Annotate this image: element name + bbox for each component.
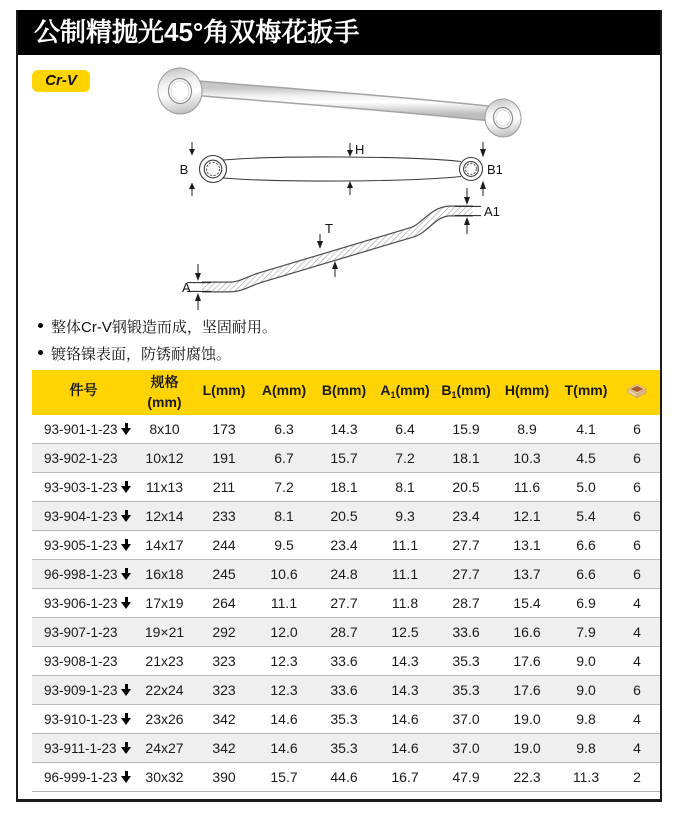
h-cell: 17.6 xyxy=(513,682,541,698)
a-cell: 9.5 xyxy=(274,537,294,553)
a1-cell: 8.1 xyxy=(395,479,415,495)
qty-cell: 4 xyxy=(633,624,641,640)
b-cell: 44.6 xyxy=(330,769,358,785)
part-number-cell xyxy=(32,654,135,669)
table-row xyxy=(32,704,660,733)
l-cell: 244 xyxy=(212,537,236,553)
b-cell: 15.7 xyxy=(330,450,358,466)
h-cell: 11.6 xyxy=(513,479,541,495)
table-row xyxy=(32,588,660,617)
part-number: 93-911-1-23 xyxy=(44,740,117,756)
wrench-photo xyxy=(142,58,532,146)
part-number: 93-909-1-23 xyxy=(44,682,118,698)
qty-cell: 6 xyxy=(633,479,641,495)
part-number-cell xyxy=(32,480,135,495)
qty-cell: 4 xyxy=(633,595,641,611)
l-cell: 191 xyxy=(212,450,236,466)
part-number: 93-902-1-23 xyxy=(44,450,118,466)
table-row xyxy=(32,762,660,791)
b-cell: 23.4 xyxy=(330,537,358,553)
b-cell: 27.7 xyxy=(330,595,358,611)
spec-cell: 10x12 xyxy=(145,450,184,466)
feature-item xyxy=(36,343,636,364)
part-number-cell xyxy=(32,567,135,582)
t-cell: 9.8 xyxy=(576,740,596,756)
a-cell: 15.7 xyxy=(270,769,298,785)
t-cell: 9.0 xyxy=(576,653,596,669)
down-arrow-icon xyxy=(121,422,132,436)
dim-label-b1: B1 xyxy=(487,162,503,177)
spec-cell: 16x18 xyxy=(145,566,184,582)
page-frame xyxy=(16,10,662,802)
spec-cell: 24x27 xyxy=(145,740,184,756)
spec-cell: 8x10 xyxy=(149,421,180,437)
spec-cell: 21x23 xyxy=(145,653,184,669)
b1-cell: 20.5 xyxy=(452,479,480,495)
dim-label-b: B xyxy=(179,162,189,177)
a1-cell: 11.1 xyxy=(391,537,419,553)
page-title: 公制精抛光45°角双梅花扳手 xyxy=(18,10,660,55)
down-arrow-icon xyxy=(121,509,132,523)
t-cell: 9.0 xyxy=(576,682,596,698)
qty-cell: 6 xyxy=(633,450,641,466)
a-cell: 12.3 xyxy=(270,682,298,698)
table-header-cell: H(mm) xyxy=(504,381,550,398)
down-arrow-icon xyxy=(121,480,132,494)
part-number-cell xyxy=(32,422,135,437)
bullet-icon xyxy=(38,323,43,328)
table-row xyxy=(32,530,660,559)
part-number: 93-901-1-23 xyxy=(44,421,118,437)
down-arrow-icon xyxy=(121,538,132,552)
l-cell: 233 xyxy=(212,508,236,524)
a1-cell: 16.7 xyxy=(391,769,419,785)
table-row xyxy=(32,443,660,472)
b1-cell: 27.7 xyxy=(452,566,480,582)
a-cell: 8.1 xyxy=(274,508,294,524)
crv-badge: Cr-V xyxy=(32,70,90,92)
h-cell: 10.3 xyxy=(513,450,541,466)
a1-cell: 12.5 xyxy=(391,624,419,640)
part-number-cell xyxy=(32,596,135,611)
down-arrow-icon xyxy=(121,770,132,784)
table-body xyxy=(32,415,660,792)
qty-cell: 4 xyxy=(633,711,641,727)
spec-cell: 22x24 xyxy=(145,682,184,698)
table-row xyxy=(32,675,660,704)
b1-cell: 33.6 xyxy=(452,624,480,640)
qty-cell: 6 xyxy=(633,508,641,524)
a-cell: 6.3 xyxy=(274,421,294,437)
table-header-cell: B(mm) xyxy=(321,381,367,398)
spec-cell: 12x14 xyxy=(145,508,184,524)
a-cell: 11.1 xyxy=(270,595,298,611)
part-number: 93-907-1-23 xyxy=(44,624,118,640)
l-cell: 211 xyxy=(212,479,236,495)
b1-cell: 35.3 xyxy=(452,682,480,698)
table-row xyxy=(32,646,660,675)
h-cell: 13.1 xyxy=(513,537,541,553)
t-cell: 6.6 xyxy=(576,537,596,553)
h-cell: 15.4 xyxy=(513,595,541,611)
spec-cell: 23x26 xyxy=(145,711,184,727)
table-header-cell: A(mm) xyxy=(261,381,307,398)
b-cell: 33.6 xyxy=(330,682,358,698)
spec-cell: 11x13 xyxy=(145,479,184,495)
part-number: 96-999-1-23 xyxy=(44,769,118,785)
part-number-cell xyxy=(32,741,135,756)
h-cell: 22.3 xyxy=(513,769,541,785)
l-cell: 264 xyxy=(212,595,236,611)
table-row xyxy=(32,472,660,501)
b1-cell: 37.0 xyxy=(452,711,480,727)
h-cell: 16.6 xyxy=(513,624,541,640)
feature-item xyxy=(36,316,636,337)
a1-cell: 7.2 xyxy=(395,450,415,466)
qty-cell: 4 xyxy=(633,653,641,669)
a1-cell: 6.4 xyxy=(395,421,415,437)
table-row xyxy=(32,559,660,588)
down-arrow-icon xyxy=(121,683,132,697)
table-header-cell: $A_1(mm)$ xyxy=(380,381,430,400)
table-header-cell: 件号 xyxy=(69,381,98,398)
qty-cell: 6 xyxy=(633,682,641,698)
part-number: 93-905-1-23 xyxy=(44,537,118,553)
a-cell: 10.6 xyxy=(270,566,298,582)
qty-cell: 4 xyxy=(633,740,641,756)
b1-cell: 15.9 xyxy=(452,421,480,437)
h-cell: 17.6 xyxy=(513,653,541,669)
qty-cell: 6 xyxy=(633,421,641,437)
feature-text: 整体Cr-V钢锻造而成，坚固耐用。 xyxy=(51,319,277,336)
t-cell: 5.0 xyxy=(576,479,596,495)
l-cell: 390 xyxy=(212,769,236,785)
t-cell: 4.1 xyxy=(576,421,596,437)
table-row xyxy=(32,415,660,443)
part-number: 93-910-1-23 xyxy=(44,711,118,727)
b-cell: 20.5 xyxy=(330,508,358,524)
b1-cell: 37.0 xyxy=(452,740,480,756)
table-header-cell: L(mm) xyxy=(202,381,246,398)
down-arrow-icon xyxy=(121,741,132,755)
b-cell: 35.3 xyxy=(330,711,358,727)
part-number-cell xyxy=(32,625,135,640)
part-number-cell xyxy=(32,770,135,785)
part-number-cell xyxy=(32,509,135,524)
a-cell: 14.6 xyxy=(270,740,298,756)
dim-label-a1: A1 xyxy=(484,204,500,219)
part-number-cell xyxy=(32,683,135,698)
t-cell: 5.4 xyxy=(576,508,596,524)
b1-cell: 35.3 xyxy=(452,653,480,669)
b1-cell: 18.1 xyxy=(452,450,480,466)
table-row xyxy=(32,617,660,646)
l-cell: 173 xyxy=(212,421,236,437)
a1-cell: 14.6 xyxy=(391,711,419,727)
a-cell: 6.7 xyxy=(274,450,294,466)
l-cell: 323 xyxy=(212,682,236,698)
dimension-diagram xyxy=(167,138,517,320)
part-number: 93-908-1-23 xyxy=(44,653,118,669)
a-cell: 12.0 xyxy=(270,624,298,640)
inner-box-icon xyxy=(626,383,648,399)
spec-cell: 17x19 xyxy=(145,595,184,611)
b-cell: 33.6 xyxy=(330,653,358,669)
b-cell: 14.3 xyxy=(330,421,358,437)
feature-list xyxy=(36,310,636,370)
a1-cell: 14.6 xyxy=(391,740,419,756)
b1-cell: 47.9 xyxy=(452,769,480,785)
b1-cell: 27.7 xyxy=(452,537,480,553)
l-cell: 323 xyxy=(212,653,236,669)
b-cell: 35.3 xyxy=(330,740,358,756)
qty-cell: 6 xyxy=(633,537,641,553)
t-cell: 6.9 xyxy=(576,595,596,611)
part-number: 96-998-1-23 xyxy=(44,566,118,582)
b-cell: 18.1 xyxy=(330,479,358,495)
table-header-cell: 规格 (mm) xyxy=(147,374,182,410)
qty-cell: 6 xyxy=(633,566,641,582)
spec-cell: 14x17 xyxy=(145,537,184,553)
down-arrow-icon xyxy=(121,567,132,581)
dim-label-h: H xyxy=(355,142,365,157)
table-row xyxy=(32,733,660,762)
part-number-cell xyxy=(32,712,135,727)
b1-cell: 23.4 xyxy=(452,508,480,524)
spec-cell: 19×21 xyxy=(144,624,185,640)
t-cell: 9.8 xyxy=(576,711,596,727)
part-number-cell xyxy=(32,538,135,553)
l-cell: 342 xyxy=(212,711,236,727)
h-cell: 12.1 xyxy=(513,508,541,524)
a-cell: 12.3 xyxy=(270,653,298,669)
table-header-cell: T(mm) xyxy=(564,381,608,398)
h-cell: 19.0 xyxy=(513,740,541,756)
a1-cell: 11.1 xyxy=(391,566,419,582)
part-number: 93-906-1-23 xyxy=(44,595,118,611)
feature-text: 镀铬镍表面，防锈耐腐蚀。 xyxy=(51,346,232,363)
table-header-row xyxy=(32,370,660,415)
part-number: 93-904-1-23 xyxy=(44,508,118,524)
dim-label-t: T xyxy=(325,221,333,236)
h-cell: 13.7 xyxy=(513,566,541,582)
down-arrow-icon xyxy=(121,712,132,726)
a1-cell: 11.8 xyxy=(391,595,419,611)
b-cell: 28.7 xyxy=(330,624,358,640)
a1-cell: 14.3 xyxy=(391,653,419,669)
part-number: 93-903-1-23 xyxy=(44,479,118,495)
table-header-cell xyxy=(614,383,660,402)
down-arrow-icon xyxy=(121,596,132,610)
table-row xyxy=(32,501,660,530)
b-cell: 24.8 xyxy=(330,566,358,582)
a-cell: 14.6 xyxy=(270,711,298,727)
b1-cell: 28.7 xyxy=(452,595,480,611)
spec-cell: 30x32 xyxy=(145,769,184,785)
a1-cell: 9.3 xyxy=(395,508,415,524)
a1-cell: 14.3 xyxy=(391,682,419,698)
dim-label-a: A xyxy=(182,280,191,295)
spec-table xyxy=(32,370,660,792)
part-number-cell xyxy=(32,451,135,466)
bullet-icon xyxy=(38,350,43,355)
t-cell: 11.3 xyxy=(572,769,600,785)
t-cell: 4.5 xyxy=(576,450,596,466)
l-cell: 292 xyxy=(212,624,236,640)
l-cell: 342 xyxy=(212,740,236,756)
t-cell: 7.9 xyxy=(576,624,596,640)
t-cell: 6.6 xyxy=(576,566,596,582)
a-cell: 7.2 xyxy=(274,479,294,495)
l-cell: 245 xyxy=(212,566,236,582)
table-header-cell: $B_1(mm)$ xyxy=(441,381,491,400)
h-cell: 8.9 xyxy=(517,421,537,437)
qty-cell: 2 xyxy=(633,769,641,785)
h-cell: 19.0 xyxy=(513,711,541,727)
